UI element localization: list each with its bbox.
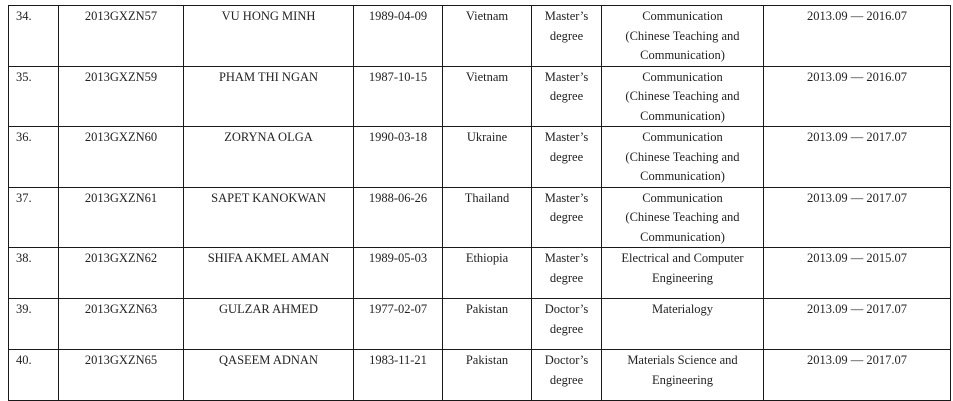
table-row — [9, 350, 951, 401]
table-row — [9, 127, 951, 188]
degree-line: Doctor’s — [544, 302, 589, 316]
row-number-cell: 35. — [9, 66, 59, 127]
student-name-cell: PHAM THI NGAN — [184, 66, 354, 127]
study-period-cell: 2013.09 — 2017.07 — [764, 187, 951, 248]
degree-cell — [532, 248, 602, 299]
student-id-cell: 2013GXZN59 — [59, 66, 184, 127]
student-name-cell: SHIFA AKMEL AMAN — [184, 248, 354, 299]
student-name-cell: ZORYNA OLGA — [184, 127, 354, 188]
major-line: Communication) — [640, 169, 725, 183]
degree-cell — [532, 6, 602, 67]
study-period-cell: 2013.09 — 2016.07 — [764, 6, 951, 67]
birth-date-cell: 1983-11-21 — [354, 350, 443, 401]
major-cell — [602, 187, 764, 248]
major-line: Materials Science and — [627, 353, 738, 367]
major-line: Engineering — [651, 270, 714, 285]
degree-line: Master’s — [544, 9, 589, 23]
major-line: Communication — [642, 69, 723, 84]
country-cell: Thailand — [443, 187, 532, 248]
major-line: Communication) — [640, 108, 725, 123]
student-name-cell: GULZAR AHMED — [184, 299, 354, 350]
major-cell — [602, 66, 764, 127]
table-row — [9, 187, 951, 248]
student-id-cell: 2013GXZN60 — [59, 127, 184, 188]
major-line: Communication) — [640, 229, 725, 244]
row-number-cell: 37. — [9, 187, 59, 248]
study-period-cell: 2013.09 — 2016.07 — [764, 66, 951, 127]
birth-date-cell: 1987-10-15 — [354, 66, 443, 127]
major-line: (Chinese Teaching and — [625, 28, 740, 43]
student-roster-table — [8, 5, 951, 401]
table-row — [9, 66, 951, 127]
table-row — [9, 6, 951, 67]
major-cell — [602, 6, 764, 67]
country-cell: Pakistan — [443, 299, 532, 350]
row-number-cell: 34. — [9, 6, 59, 67]
degree-line: degree — [549, 321, 584, 336]
degree-line: Master’s — [544, 69, 589, 84]
country-cell: Ethiopia — [443, 248, 532, 299]
major-cell — [602, 299, 764, 350]
degree-line: degree — [549, 149, 584, 164]
major-line: (Chinese Teaching and — [625, 210, 740, 224]
major-line: Communication — [642, 190, 723, 205]
major-cell — [602, 127, 764, 188]
degree-line: degree — [549, 89, 584, 103]
student-name-cell: QASEEM ADNAN — [184, 350, 354, 401]
birth-date-cell: 1990-03-18 — [354, 127, 443, 188]
major-line: Communication — [642, 130, 723, 144]
degree-line: degree — [549, 372, 584, 387]
degree-line: Master’s — [544, 190, 589, 205]
major-line: Materialogy — [651, 302, 714, 316]
roster-body — [9, 6, 951, 401]
degree-cell — [532, 350, 602, 401]
country-cell: Vietnam — [443, 66, 532, 127]
table-row — [9, 248, 951, 299]
study-period-cell: 2013.09 — 2017.07 — [764, 299, 951, 350]
major-line: Engineering — [651, 372, 714, 387]
country-cell: Vietnam — [443, 6, 532, 67]
student-name-cell: SAPET KANOKWAN — [184, 187, 354, 248]
major-line: Electrical and Computer — [621, 251, 744, 265]
table-row — [9, 299, 951, 350]
student-id-cell: 2013GXZN63 — [59, 299, 184, 350]
country-cell: Ukraine — [443, 127, 532, 188]
student-id-cell: 2013GXZN65 — [59, 350, 184, 401]
major-line: Communication) — [640, 48, 725, 62]
student-id-cell: 2013GXZN57 — [59, 6, 184, 67]
major-cell — [602, 350, 764, 401]
degree-cell — [532, 127, 602, 188]
birth-date-cell: 1977-02-07 — [354, 299, 443, 350]
birth-date-cell: 1988-06-26 — [354, 187, 443, 248]
major-cell — [602, 248, 764, 299]
degree-line: degree — [549, 270, 584, 285]
degree-line: degree — [549, 28, 584, 43]
major-line: Communication — [642, 9, 723, 23]
degree-cell — [532, 187, 602, 248]
student-id-cell: 2013GXZN62 — [59, 248, 184, 299]
degree-cell — [532, 299, 602, 350]
degree-cell — [532, 66, 602, 127]
major-line: (Chinese Teaching and — [625, 149, 740, 164]
row-number-cell: 39. — [9, 299, 59, 350]
study-period-cell: 2013.09 — 2015.07 — [764, 248, 951, 299]
country-cell: Pakistan — [443, 350, 532, 401]
degree-line: degree — [549, 210, 584, 224]
study-period-cell: 2013.09 — 2017.07 — [764, 350, 951, 401]
student-id-cell: 2013GXZN61 — [59, 187, 184, 248]
row-number-cell: 38. — [9, 248, 59, 299]
degree-line: Doctor’s — [544, 353, 589, 367]
study-period-cell: 2013.09 — 2017.07 — [764, 127, 951, 188]
degree-line: Master’s — [544, 251, 589, 265]
degree-line: Master’s — [544, 130, 589, 144]
row-number-cell: 40. — [9, 350, 59, 401]
birth-date-cell: 1989-04-09 — [354, 6, 443, 67]
student-name-cell: VU HONG MINH — [184, 6, 354, 67]
major-line: (Chinese Teaching and — [625, 89, 740, 103]
birth-date-cell: 1989-05-03 — [354, 248, 443, 299]
row-number-cell: 36. — [9, 127, 59, 188]
